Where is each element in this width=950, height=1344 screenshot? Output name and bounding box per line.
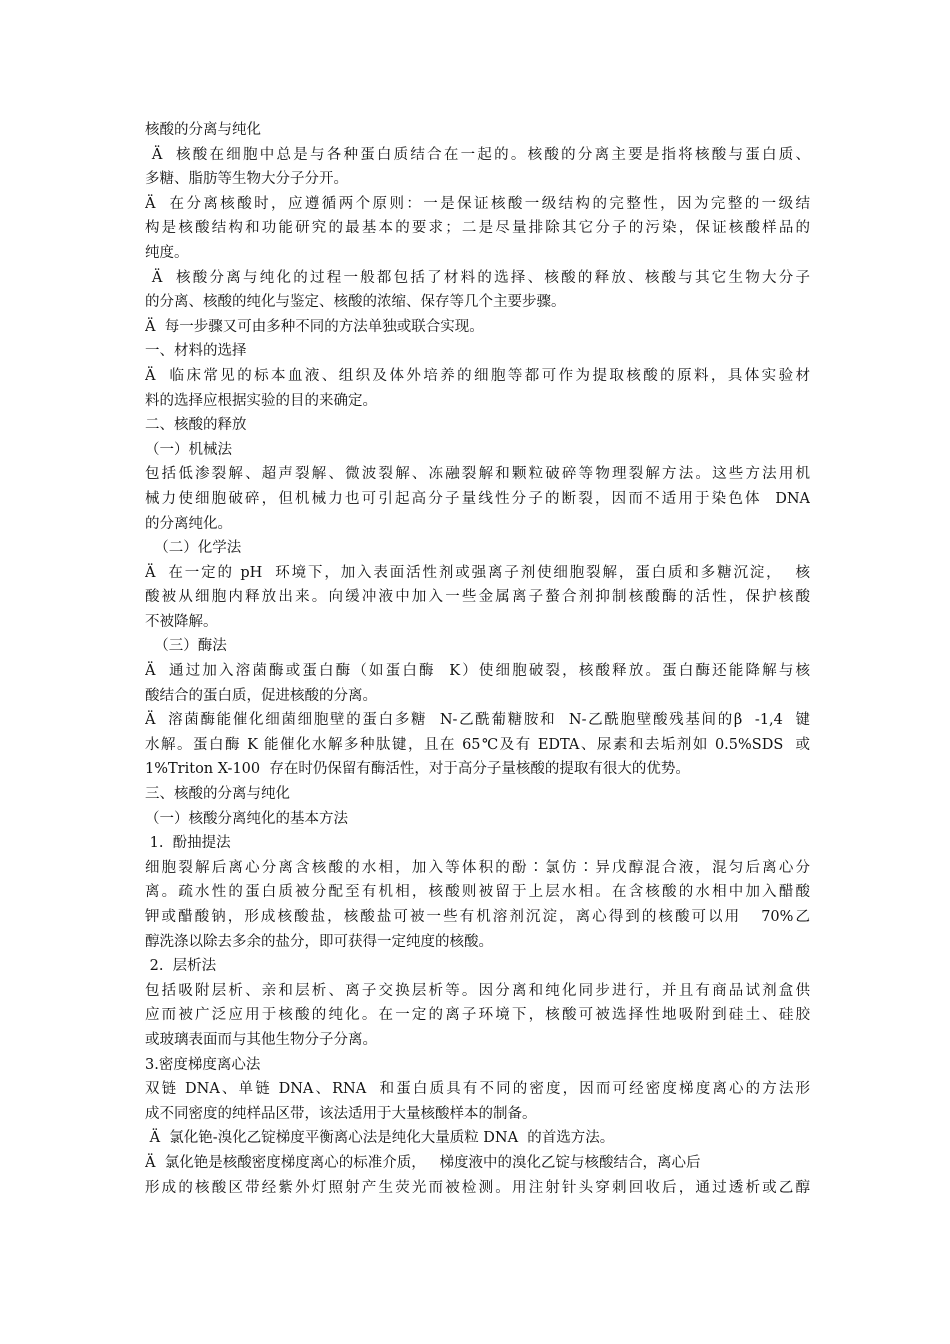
section-heading: 二、核酸的释放 [145,417,247,434]
text-line: 料的选择应根据实验的目的来确定。 [145,392,377,409]
text-line: 1%Triton X-100 存在时仍保留有酶活性，对于高分子量核酸的提取有很大的优势。 [145,761,690,778]
text-line: 的分离纯化。 [145,515,232,532]
text-line: Ä 氯化铯是核酸密度梯度离心的标准介质， 梯度液中的溴化乙锭与核酸结合，离心后 [145,1154,701,1171]
text-line: 构是核酸结构和功能研究的最基本的要求；二是尽量排除其它分子的污染，保证核酸样品的 [145,220,810,237]
text-line: 形成的核酸区带经紫外灯照射产生荧光而被检测。用注射针头穿刺回收后，通过透析或乙醇 [145,1179,810,1196]
text-line: Ä 每一步骤又可由多种不同的方法单独或联合实现。 [145,318,484,335]
method-heading: 2. 层析法 [145,958,217,975]
text-line: Ä 通过加入溶菌酶或蛋白酶（如蛋白酶 K）使细胞破裂，核酸释放。蛋白酶还能降解与核 [145,663,810,680]
text-line: 酸结合的蛋白质，促进核酸的分离。 [145,687,377,704]
text-line: 水解。蛋白酶 K 能催化水解多种肽键，且在 65℃及有 EDTA、尿素和去垢剂如 0.5%SDS 或 [145,736,810,753]
section-heading: 三、核酸的分离与纯化 [145,786,290,803]
text-line: 细胞裂解后离心分离含核酸的水相，加入等体积的酚∶氯仿∶异戊醇混合液，混匀后离心分 [145,859,810,876]
text-line: Ä 在一定的 pH 环境下，加入表面活性剂或强离子剂使细胞裂解，蛋白质和多糖沉淀， 核 [145,564,810,581]
section-heading: 一、材料的选择 [145,343,247,360]
text-line: 醇洗涤以除去多余的盐分，即可获得一定纯度的核酸。 [145,933,493,950]
method-heading: 3.密度梯度离心法 [145,1056,261,1073]
subsection-heading: （三）酶法 [145,638,227,655]
text-line: Ä 核酸在细胞中总是与各种蛋白质结合在一起的。核酸的分离主要是指将核酸与蛋白质、 [145,146,810,163]
text-line: 酸被从细胞内释放出来。向缓冲液中加入一些金属离子螯合剂抑制核酸酶的活性，保护核酸 [145,589,810,606]
text-line: 应而被广泛应用于核酸的纯化。在一定的离子环境下，核酸可被选择性地吸附到硅土、硅胶 [145,1007,810,1024]
text-line: 双链 DNA、单链 DNA、RNA 和蛋白质具有不同的密度，因而可经密度梯度离心的方法形 [145,1081,810,1098]
document-title: 核酸的分离与纯化 [145,122,261,138]
text-line: 包括低渗裂解、超声裂解、微波裂解、冻融裂解和颗粒破碎等物理裂解方法。这些方法用机 [145,466,810,483]
text-line: 包括吸附层析、亲和层析、离子交换层析等。因分离和纯化同步进行，并且有商品试剂盒供 [145,982,810,999]
text-line: 多糖、脂肪等生物大分子分开。 [145,171,348,188]
text-line: 的分离、核酸的纯化与鉴定、核酸的浓缩、保存等几个主要步骤。 [145,294,566,311]
text-line: Ä 在分离核酸时，应遵循两个原则：一是保证核酸一级结构的完整性，因为完整的一级结 [145,195,810,212]
text-line: 成不同密度的纯样品区带，该法适用于大量核酸样本的制备。 [145,1105,537,1122]
text-line: 离。疏水性的蛋白质被分配至有机相，核酸则被留于上层水相。在含核酸的水相中加入醋酸 [145,884,810,901]
text-line: 钾或醋酸钠，形成核酸盐，核酸盐可被一些有机溶剂沉淀，离心得到的核酸可以用 70%乙 [145,909,810,925]
text-line: 纯度。 [145,244,189,261]
subsection-heading: （一）机械法 [145,441,232,458]
subsection-heading: （二）化学法 [145,540,242,557]
document-body [145,118,810,1200]
text-line: 或玻璃表面而与其他生物分子分离。 [145,1031,377,1048]
method-heading: 1. 酚抽提法 [145,835,231,852]
text-line: 械力使细胞破碎，但机械力也可引起高分子量线性分子的断裂，因而不适用于染色体 DNA [145,490,810,507]
subsection-heading: （一）核酸分离纯化的基本方法 [145,810,348,827]
text-line: 不被降解。 [145,613,218,630]
text-line: Ä 临床常见的标本血液、组织及体外培养的细胞等都可作为提取核酸的原料，具体实验材 [145,367,810,384]
text-line: Ä 溶菌酶能催化细菌细胞壁的蛋白多糖 N-乙酰葡糖胺和 N-乙酰胞壁酸残基间的β -1,4 键 [145,712,810,729]
text-line: Ä 氯化铯-溴化乙锭梯度平衡离心法是纯化大量质粒 DNA 的首选方法。 [145,1130,615,1147]
text-line: Ä 核酸分离与纯化的过程一般都包括了材料的选择、核酸的释放、核酸与其它生物大分子 [145,269,810,286]
